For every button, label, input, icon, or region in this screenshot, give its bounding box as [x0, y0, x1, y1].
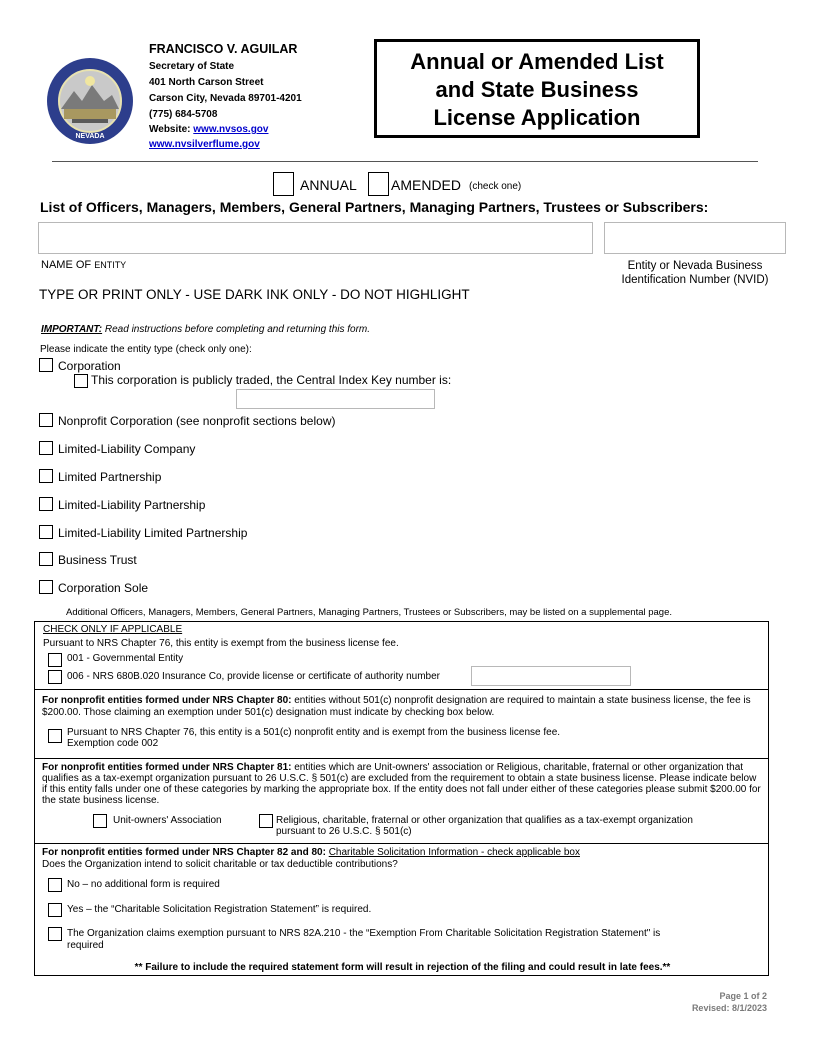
solicit-exempt-line2: required	[67, 940, 104, 951]
nonprofit-501c-line1: Pursuant to NRS Chapter 76, this entity is a 501(c) nonprofit entity and is exempt from the business license fee.	[67, 727, 561, 738]
amended-checkbox[interactable]	[368, 172, 389, 196]
important-label: IMPORTANT:	[41, 324, 103, 335]
corporation-sole-label: Corporation Sole	[58, 581, 149, 595]
entity-type-instruction: Please indicate the entity type (check only one):	[40, 344, 252, 355]
publicly-traded-label: This corporation is publicly traded, the Central Index Key number is:	[91, 373, 452, 387]
unit-owners-checkbox[interactable]	[93, 814, 107, 828]
important-text: Read instructions before completing and returning this form.	[104, 324, 371, 335]
lp-label: Limited Partnership	[58, 470, 162, 484]
seal-bottom-text: NEVADA	[75, 133, 105, 140]
solicit-no-label: No – no additional form is required	[67, 879, 220, 890]
cik-number-input[interactable]	[236, 389, 435, 409]
nvid-label	[604, 259, 786, 287]
nvid-label-line2: Identification Number (NVID)	[621, 274, 769, 286]
important-note	[41, 324, 370, 335]
exempt-heading: CHECK ONLY IF APPLICABLE	[43, 624, 183, 635]
solicit-no-checkbox[interactable]	[48, 878, 62, 892]
insurance-co-label: 006 - NRS 680B.020 Insurance Co, provide license or certificate of authority number	[67, 671, 440, 682]
office-phone: (775) 684-5708	[149, 109, 218, 120]
entity-name-label-a: NAME OF	[41, 259, 92, 271]
entity-name-label	[41, 259, 126, 271]
check-one-note: (check one)	[469, 181, 522, 192]
nonprofit-501c-line2: Exemption code 002	[67, 738, 159, 749]
header-divider	[52, 161, 758, 162]
business-trust-checkbox[interactable]	[39, 552, 53, 566]
solicit-exempt-line1: The Organization claims exemption pursuant to NRS 82A.210 - the “Exemption From Charitable Solicitation Registration Statement" is	[67, 928, 661, 939]
chapter80-body: entities without 501(c) nonprofit designation are required to maintain a state business license, the fee is $200.00. Those claiming an exemption under 501(c) designation must indicate by checking box below.	[42, 695, 751, 718]
chapter82-question: Does the Organization intend to solicit charitable or tax deductible contributions?	[42, 859, 398, 870]
llp-label: Limited-Liability Partnership	[58, 498, 206, 512]
amended-label: AMENDED	[391, 177, 462, 193]
chapter80-section	[34, 690, 769, 759]
revision-date: Revised: 8/1/2023	[691, 1003, 767, 1013]
annual-checkbox[interactable]	[273, 172, 294, 196]
llc-label: Limited-Liability Company	[58, 442, 196, 456]
chapter82-section	[34, 844, 769, 976]
corporation-checkbox[interactable]	[39, 358, 53, 372]
form-title-box	[374, 39, 700, 138]
chapter81-bold: For nonprofit entities formed under NRS Chapter 81:	[42, 762, 292, 773]
exempt-section	[34, 621, 769, 690]
official-office: Secretary of State	[149, 61, 235, 72]
additional-officers-note: Additional Officers, Managers, Members, General Partners, Managing Partners, Trustees or Subscribers, may be listed on a supplemental page.	[66, 607, 673, 618]
nvid-input[interactable]	[604, 222, 786, 254]
religious-charitable-checkbox[interactable]	[259, 814, 273, 828]
state-seal	[46, 57, 134, 145]
entity-name-input[interactable]	[38, 222, 593, 254]
chapter82-heading	[42, 847, 580, 858]
chapter82-underline: Charitable Solicitation Information - check applicable box	[328, 847, 580, 858]
governmental-entity-label: 001 - Governmental Entity	[67, 653, 184, 664]
business-trust-label: Business Trust	[58, 553, 137, 567]
solicit-exempt-checkbox[interactable]	[48, 927, 62, 941]
nonprofit-501c-checkbox[interactable]	[48, 729, 62, 743]
officers-list-heading: List of Officers, Managers, Members, General Partners, Managing Partners, Trustees or Subscribers:	[40, 199, 709, 215]
governmental-entity-checkbox[interactable]	[48, 653, 62, 667]
chapter81-text	[42, 762, 764, 806]
form-title-line1: Annual or Amended List	[410, 49, 664, 74]
office-street: 401 North Carson Street	[149, 77, 264, 88]
nonprofit-501c-label	[67, 727, 560, 749]
lllp-label: Limited-Liability Limited Partnership	[58, 526, 248, 540]
nvid-label-line1: Entity or Nevada Business	[627, 260, 763, 272]
llc-checkbox[interactable]	[39, 441, 53, 455]
lllp-checkbox[interactable]	[39, 525, 53, 539]
religious-charitable-line2: pursuant to 26 U.S.C. § 501(c)	[276, 826, 412, 837]
lp-checkbox[interactable]	[39, 469, 53, 483]
religious-charitable-label	[276, 815, 693, 837]
chapter80-bold: For nonprofit entities formed under NRS Chapter 80:	[42, 695, 292, 706]
failure-warning: ** Failure to include the required statement form will result in rejection of the filing and could result in late fees.**	[134, 962, 671, 973]
nonprofit-label: Nonprofit Corporation (see nonprofit sections below)	[58, 414, 336, 428]
nonprofit-checkbox[interactable]	[39, 413, 53, 427]
publicly-traded-checkbox[interactable]	[74, 374, 88, 388]
silverflume-link[interactable]: www.nvsilverflume.gov	[149, 139, 260, 150]
office-city: Carson City, Nevada 89701-4201	[149, 93, 302, 104]
form-title-line3: License Application	[433, 105, 641, 130]
annual-label: ANNUAL	[300, 177, 357, 193]
chapter80-text	[42, 695, 762, 719]
page-number: Page 1 of 2	[719, 991, 767, 1001]
website-line	[149, 124, 268, 135]
solicit-yes-checkbox[interactable]	[48, 903, 62, 917]
exempt-intro: Pursuant to NRS Chapter 76, this entity is exempt from the business license fee.	[43, 638, 399, 649]
seal-icon	[46, 57, 134, 145]
corporation-label: Corporation	[58, 359, 121, 373]
chapter81-section	[34, 759, 769, 844]
official-name: FRANCISCO V. AGUILAR	[149, 42, 298, 56]
insurance-co-checkbox[interactable]	[48, 670, 62, 684]
form-title-line2: and State Business	[435, 77, 639, 102]
chapter82-bold: For nonprofit entities formed under NRS Chapter 82 and 80:	[42, 847, 326, 858]
certificate-number-input[interactable]	[471, 666, 631, 686]
llp-checkbox[interactable]	[39, 497, 53, 511]
solicit-exempt-label	[67, 928, 660, 952]
entity-name-label-b: ENTITY	[94, 260, 127, 270]
solicit-yes-label: Yes – the “Charitable Solicitation Registration Statement” is required.	[67, 904, 372, 915]
corporation-sole-checkbox[interactable]	[39, 580, 53, 594]
type-print-instruction: TYPE OR PRINT ONLY - USE DARK INK ONLY - DO NOT HIGHLIGHT	[39, 287, 470, 302]
unit-owners-label: Unit-owners' Association	[113, 815, 222, 826]
religious-charitable-line1: Religious, charitable, fraternal or other organization that qualifies as a tax-exempt organization	[276, 815, 693, 826]
website-link[interactable]: www.nvsos.gov	[193, 124, 269, 135]
website-label: Website:	[149, 124, 191, 135]
chapter81-body: entities which are Unit-owners' association or Religious, charitable, fraternal or other organization that qualifies as a tax-exempt organization pursuant to 26 U.S.C. § 501(c) are excluded from the requirement to obtain a state business license. Please indicate below if this entity falls under one of these categories by marking the appropriate box. If the entity does not fall under either of these categories please submit $200.00 for the state business license.	[42, 762, 761, 806]
